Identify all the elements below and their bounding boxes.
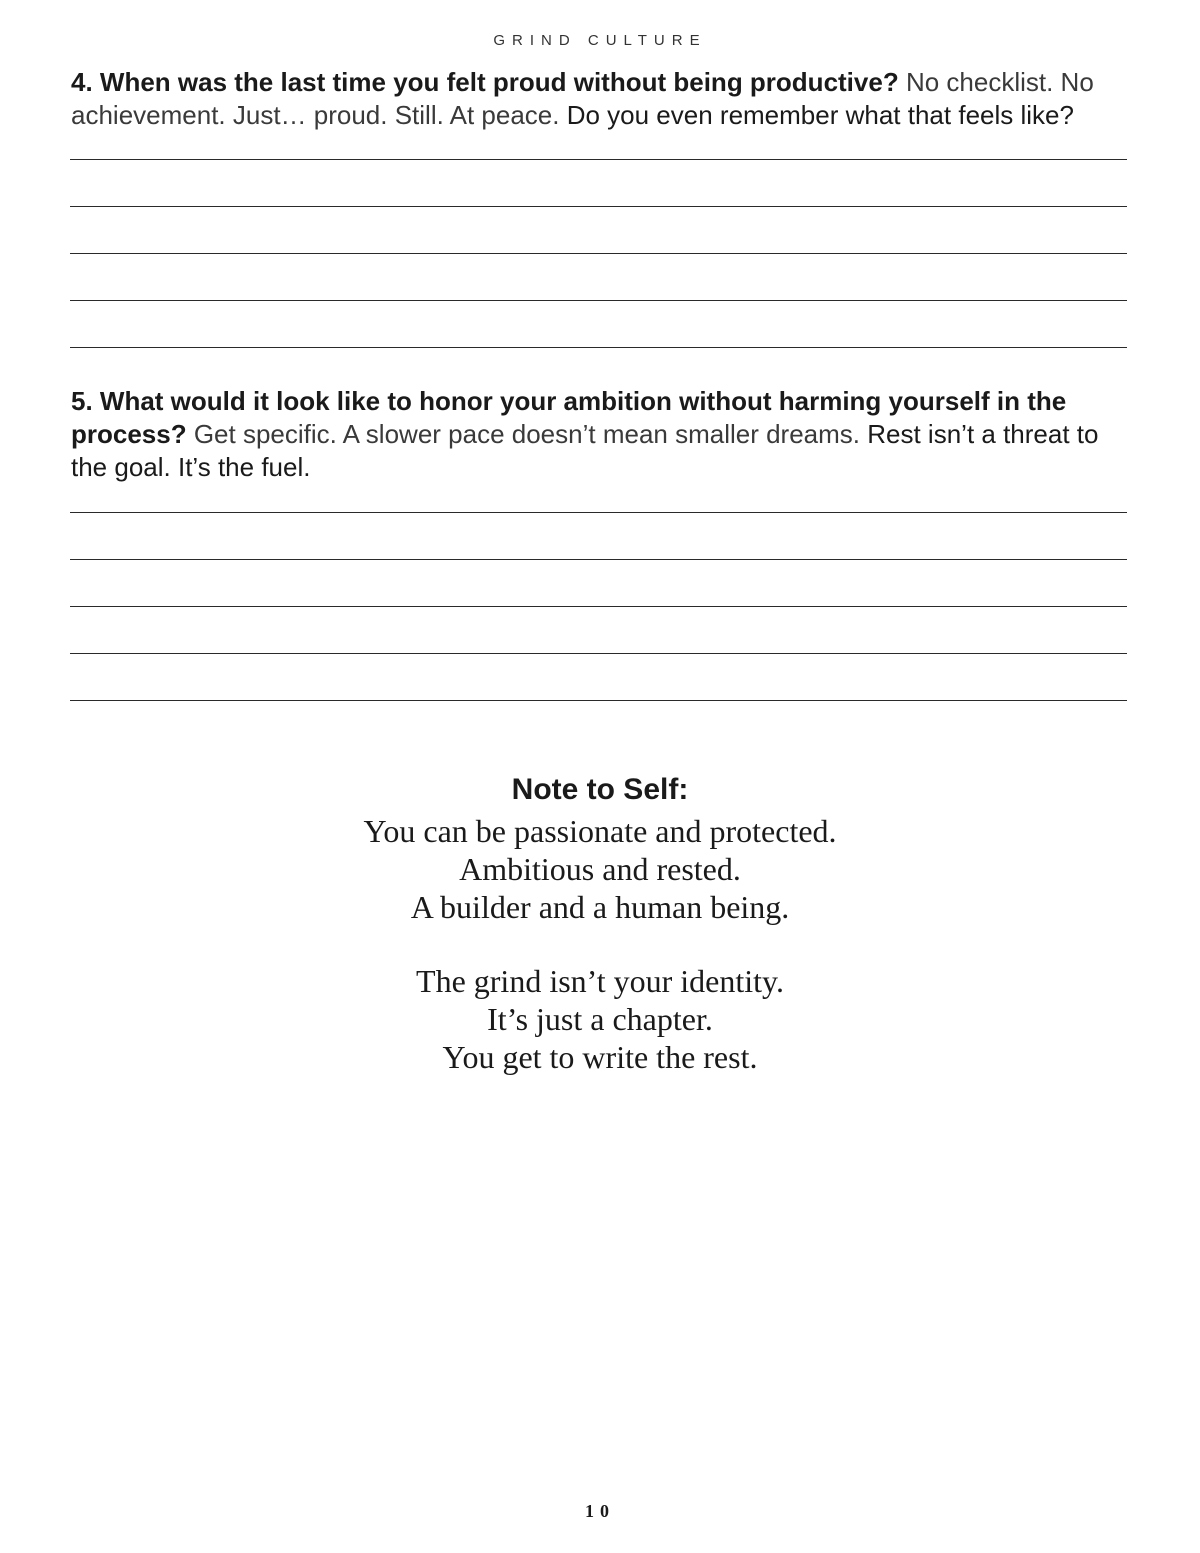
answer-line-q5-5[interactable] <box>70 700 1127 701</box>
note-line: Ambitious and rested. <box>459 851 741 887</box>
answer-line-q4-5[interactable] <box>70 347 1127 348</box>
question-4-prompt: 4. When was the last time you felt proud without being productive? <box>71 67 899 97</box>
stanza-break <box>0 926 1200 962</box>
answer-line-q4-2[interactable] <box>70 206 1127 207</box>
note-line: The grind isn’t your identity. <box>416 963 784 999</box>
answer-line-q5-1[interactable] <box>70 512 1127 513</box>
question-5 <box>71 385 1131 484</box>
note-to-self <box>0 768 1200 1076</box>
note-line: You get to write the rest. <box>442 1039 758 1075</box>
answer-line-q4-4[interactable] <box>70 300 1127 301</box>
question-5-closing: Rest isn’t a threat to the goal. It’s the fuel. <box>71 419 1099 482</box>
question-5-elaboration: Get specific. A slower pace doesn’t mean smaller dreams. <box>186 419 868 449</box>
running-header: GRIND CULTURE <box>493 32 707 49</box>
answer-line-q4-1[interactable] <box>70 159 1127 160</box>
question-5-prompt: 5. What would it look like to honor your ambition without harming yourself in the process? <box>71 386 1067 449</box>
answer-line-q5-3[interactable] <box>70 606 1127 607</box>
question-4-closing: Do you even remember what that feels like? <box>566 100 1074 130</box>
page-number: 10 <box>585 1501 615 1521</box>
note-line: You can be passionate and protected. <box>363 813 837 849</box>
note-line: It’s just a chapter. <box>487 1001 713 1037</box>
answer-line-q5-2[interactable] <box>70 559 1127 560</box>
note-title: Note to Self: <box>511 773 689 806</box>
note-line: A builder and a human being. <box>410 889 790 925</box>
question-4-elaboration: No checklist. No achievement. Just… proud. Still. At peace. <box>71 67 1094 130</box>
answer-line-q4-3[interactable] <box>70 253 1127 254</box>
question-4 <box>71 66 1131 132</box>
answer-line-q5-4[interactable] <box>70 653 1127 654</box>
